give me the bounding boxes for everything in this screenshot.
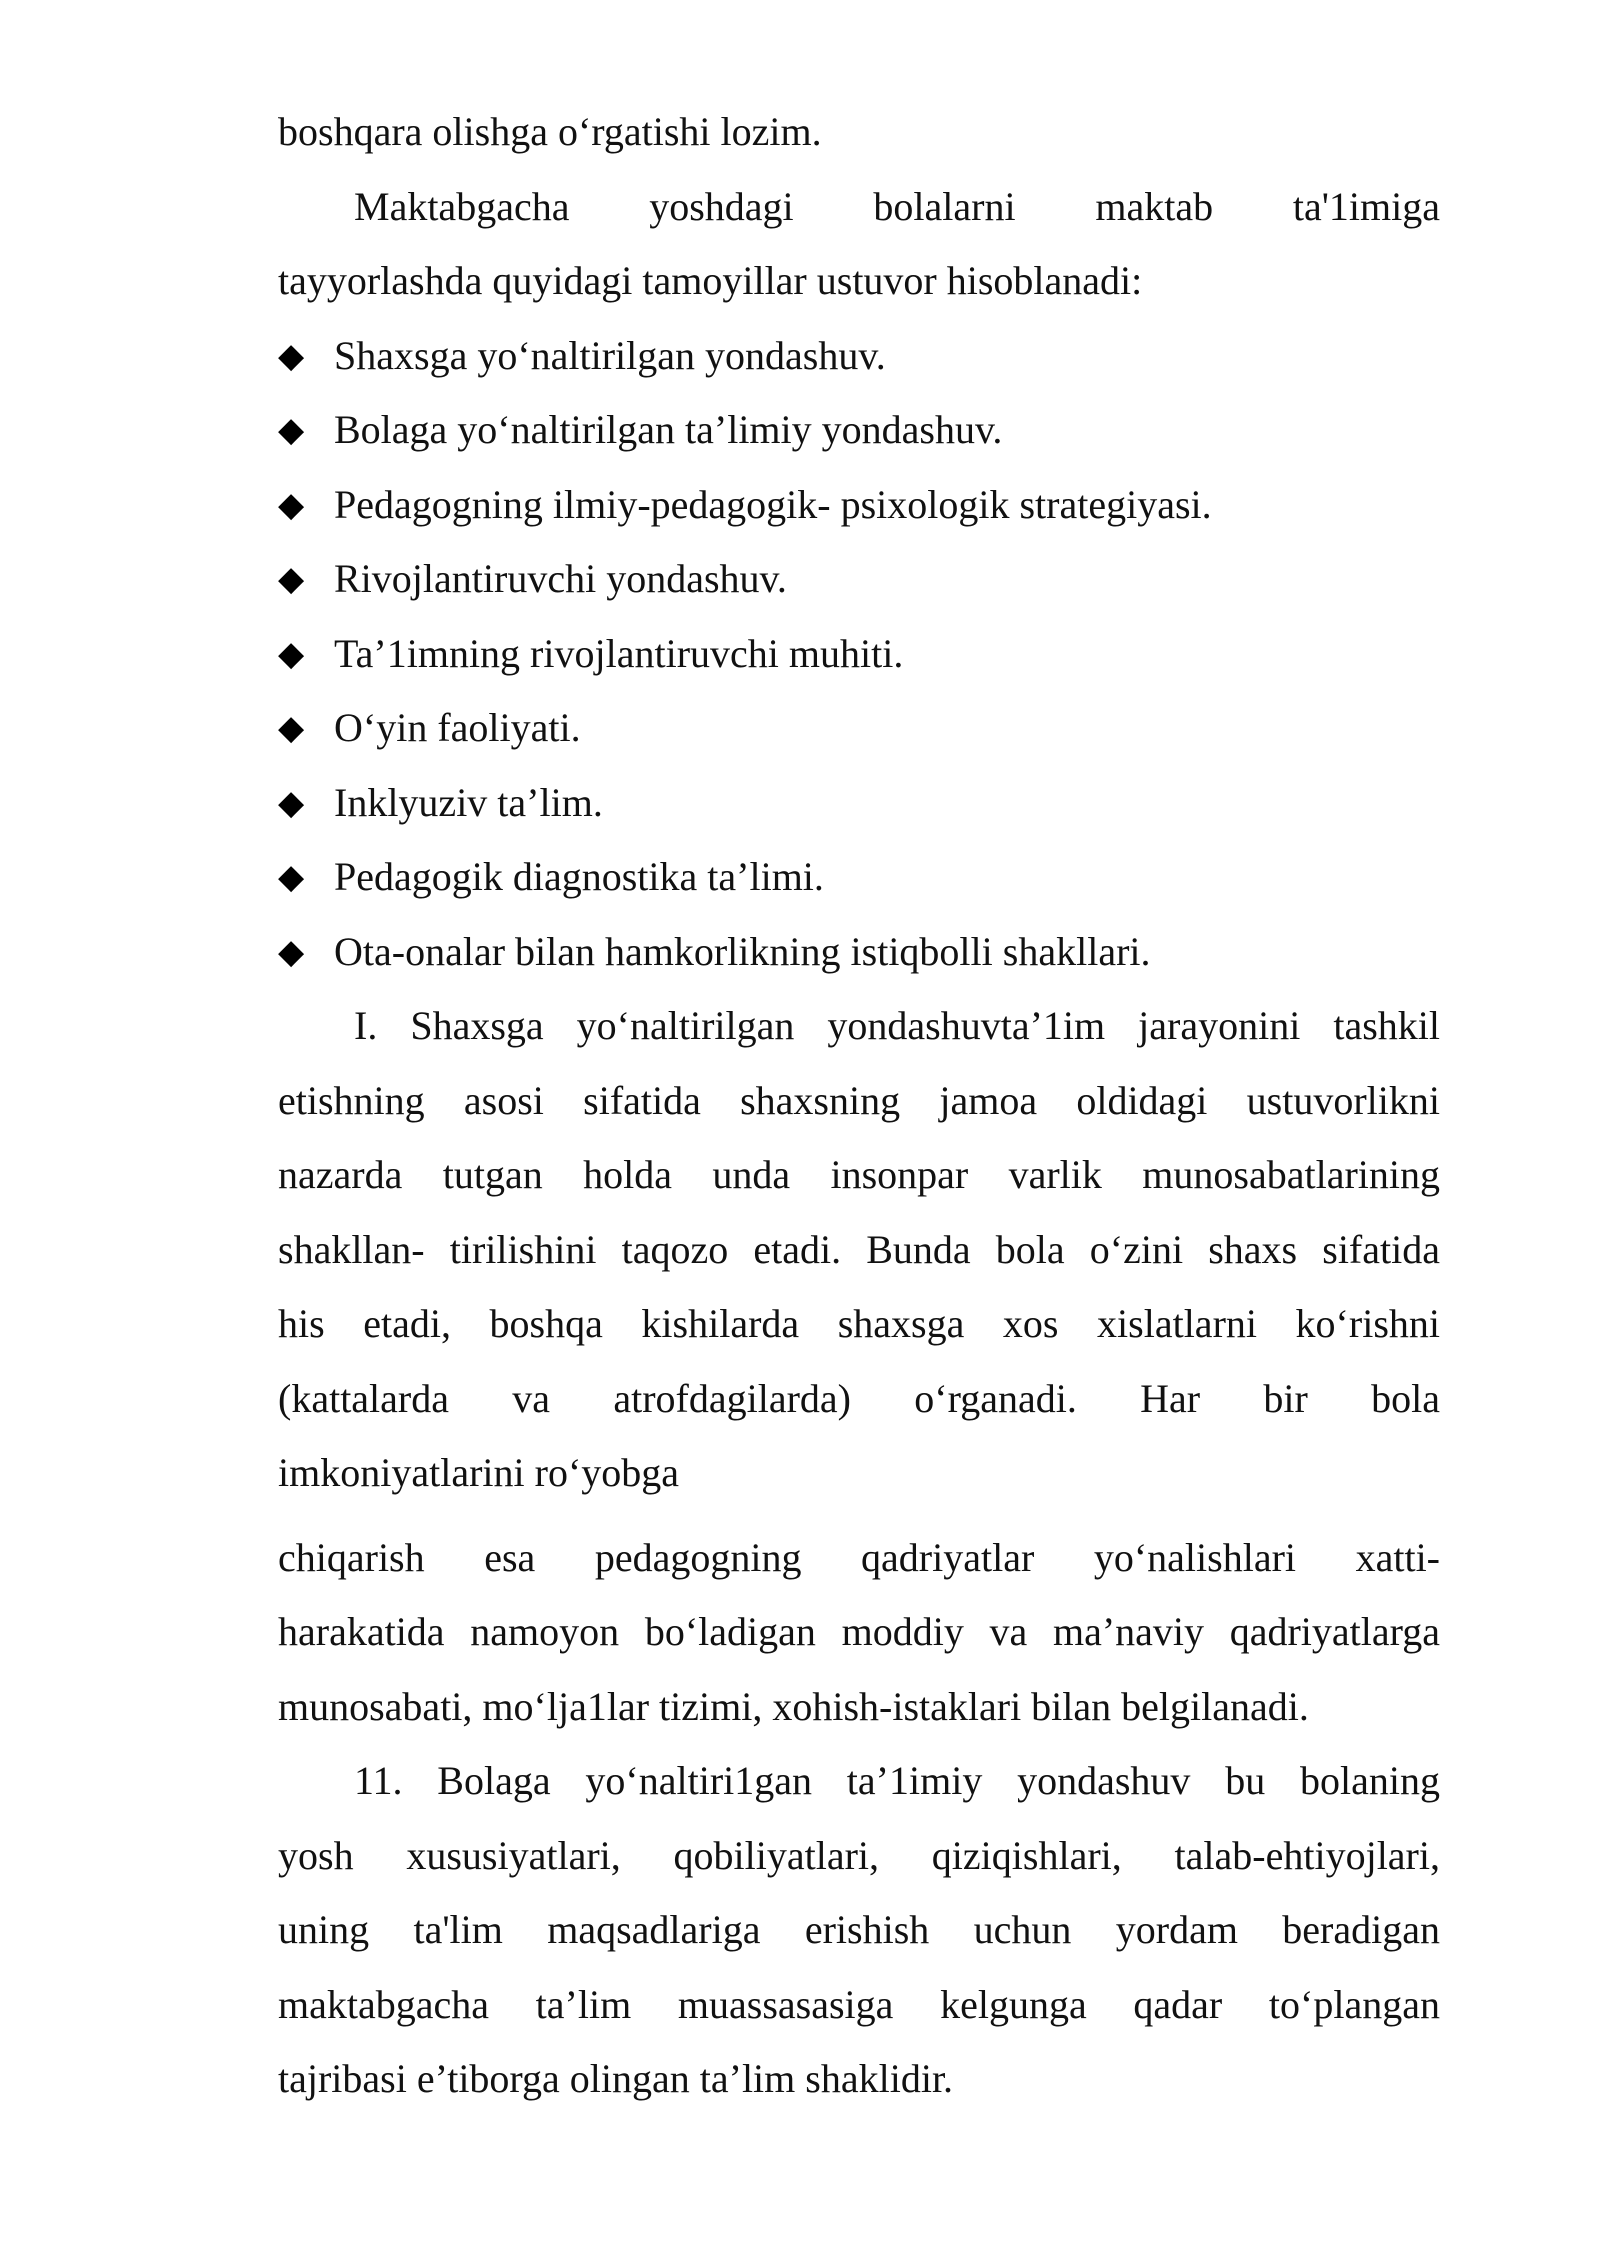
diamond-bullet-icon: ◆ — [278, 559, 305, 599]
paragraph-first-line: Maktabgacha yoshdagi bolalarni maktab ta'1imiga — [354, 183, 1440, 229]
text-line: tayyorlashda quyidagi tamoyillar ustuvor hisoblanadi: — [278, 258, 1143, 303]
list-item — [278, 840, 1440, 915]
list-item — [278, 915, 1440, 990]
list-item-text: Pedagogning ilmiy-pedagogik- psixologik strategiyasi. — [334, 481, 1212, 527]
paragraph-child-approach — [278, 1744, 1440, 2117]
paragraph-line: harakatida namoyon bo‘ladigan moddiy va ma’naviy qadriyatlarga — [278, 1609, 1440, 1654]
paragraph-line: nazarda tutgan holda unda insonpar varlik munosabatlarining — [278, 1152, 1440, 1197]
list-item-text: Rivojlantiruvchi yondashuv. — [334, 556, 787, 601]
diamond-bullet-icon: ◆ — [278, 484, 305, 525]
list-item — [278, 617, 1440, 692]
paragraph-continuation — [278, 1521, 1440, 1745]
list-item-text: Inklyuziv ta’lim. — [334, 779, 603, 825]
diamond-bullet-icon: ◆ — [278, 782, 305, 823]
paragraph-line: maktabgacha ta’lim muassasasiga kelgunga qadar to‘plangan — [278, 1981, 1440, 2027]
list-item — [278, 468, 1440, 543]
document-page — [278, 95, 1440, 2117]
diamond-bullet-icon: ◆ — [278, 857, 305, 897]
paragraph-line: yosh xususiyatlari, qobiliyatlari, qiziqishlari, talab-ehtiyojlari, — [278, 1832, 1440, 1878]
list-item-text: O‘yin faoliyati. — [334, 705, 581, 750]
list-item-text: Shaxsga yo‘naltirilgan yondashuv. — [334, 332, 886, 378]
paragraph-line: chiqarish esa pedagogning qadriyatlar yo‘nalishlari xatti- — [278, 1534, 1440, 1580]
paragraph-line: etishning asosi sifatida shaxsning jamoa oldidagi ustuvorlikni — [278, 1077, 1440, 1123]
list-item-text: Bolaga yo‘naltirilgan ta’limiy yondashuv. — [334, 407, 1003, 452]
paragraph-personal-approach — [278, 989, 1440, 1511]
paragraph-line: his etadi, boshqa kishilarda shaxsga xos xislatlarni ko‘rishni — [278, 1301, 1440, 1346]
diamond-bullet-icon: ◆ — [278, 410, 305, 450]
list-item-text: Ota-onalar bilan hamkorlikning istiqbolli shakllari. — [334, 928, 1151, 974]
diamond-bullet-icon: ◆ — [278, 335, 305, 376]
paragraph-line: uning ta'lim maqsadlariga erishish uchun yordam beradigan — [278, 1907, 1440, 1952]
list-item-text: Pedagogik diagnostika ta’limi. — [334, 854, 824, 899]
diamond-bullet-icon: ◆ — [278, 633, 305, 674]
diamond-bullet-icon: ◆ — [278, 708, 305, 748]
paragraph-line: 11. Bolaga yo‘naltiri1gan ta’1imiy yondashuv bu bolaning — [354, 1758, 1440, 1803]
list-item — [278, 393, 1440, 468]
list-item — [278, 766, 1440, 841]
paragraph-line: tajribasi e’tiborga olingan ta’lim shaklidir. — [278, 2056, 954, 2101]
paragraph-line: (kattalarda va atrofdagilarda) o‘rganadi. Har bir bola — [278, 1375, 1440, 1421]
list-item — [278, 691, 1440, 766]
paragraph-line: imkoniyatlarini ro‘yobga — [278, 1450, 680, 1495]
paragraph-line: I. Shaxsga yo‘naltirilgan yondashuvta’1im jarayonini tashkil — [354, 1003, 1440, 1048]
list-item — [278, 542, 1440, 617]
paragraph-line: shakllan- tirilishini taqozo etadi. Bunda bola o‘zini shaxs sifatida — [278, 1226, 1440, 1272]
principles-list — [278, 319, 1440, 990]
list-item — [278, 319, 1440, 394]
list-item-text: Ta’1imning rivojlantiruvchi muhiti. — [334, 630, 904, 676]
paragraph-line: munosabati, mo‘lja1lar tizimi, xohish-istaklari bilan belgilanadi. — [278, 1683, 1309, 1729]
diamond-bullet-icon: ◆ — [278, 931, 305, 972]
spacer — [278, 1511, 1440, 1521]
text-line: boshqara olishga o‘rgatishi lozim. — [278, 109, 822, 154]
